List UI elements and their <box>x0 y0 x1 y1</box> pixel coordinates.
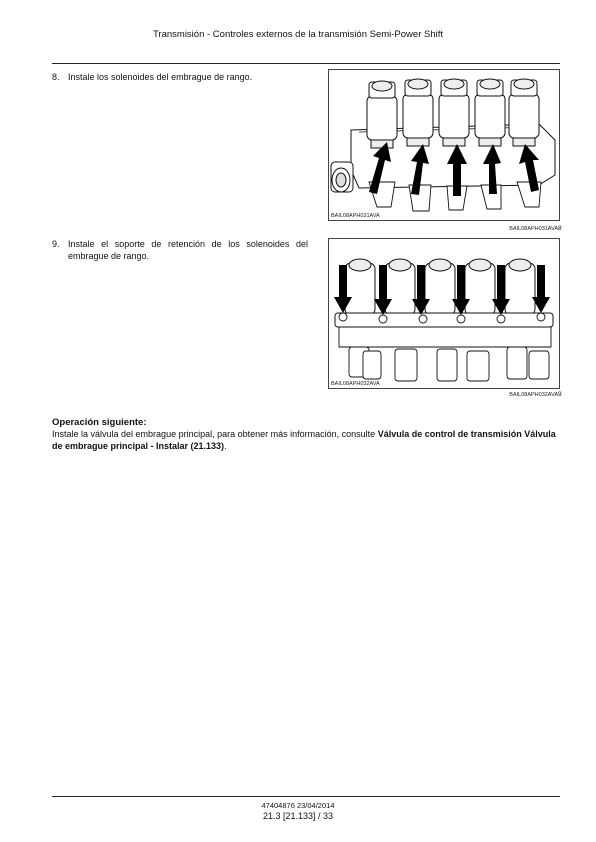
page-footer <box>0 801 596 821</box>
figure-number: 9 <box>558 391 562 398</box>
figure-8-solenoids <box>328 69 560 221</box>
next-operation-text-before: Instale la válvula del embrague principal, para obtener más información, consulte <box>52 429 378 439</box>
figure-8-drawing <box>329 70 560 221</box>
step-9 <box>52 238 308 262</box>
figure-caption-code: BAIL08APH031AVA <box>509 226 558 232</box>
header-rule <box>52 63 560 64</box>
figure-code: BAIL08APH032AVA <box>331 381 380 387</box>
step-number: 8. <box>52 72 60 82</box>
footer-rule <box>52 796 560 797</box>
next-operation-text-after: . <box>224 441 227 451</box>
footer-doc-line: 47404876 23/04/2014 <box>261 801 335 810</box>
next-operation-link[interactable]: Válvula de control de transmisión Válvula de embrague principal - Instalar (21.133) <box>52 429 556 451</box>
figure-9-retainer <box>328 238 560 389</box>
figure-9-drawing <box>329 239 560 389</box>
next-operation-text <box>52 428 562 452</box>
step-8 <box>52 71 308 83</box>
step-number: 9. <box>52 239 60 249</box>
figure-caption-code: BAIL08APH032AVA <box>509 392 558 398</box>
footer-page-line: 21.3 [21.133] / 33 <box>262 811 334 821</box>
figure-number: 8 <box>558 225 562 232</box>
step-text: Instale los solenoides del embrague de rango. <box>68 72 253 82</box>
step-text: Instale el soporte de retención de los solenoides del embrague de rango. <box>68 239 308 261</box>
page-header-title: Transmisión - Controles externos de la transmisión Semi-Power Shift <box>152 29 444 40</box>
figure-code: BAIL08APH031AVA <box>331 213 380 219</box>
next-operation-title: Operación siguiente: <box>52 417 147 428</box>
